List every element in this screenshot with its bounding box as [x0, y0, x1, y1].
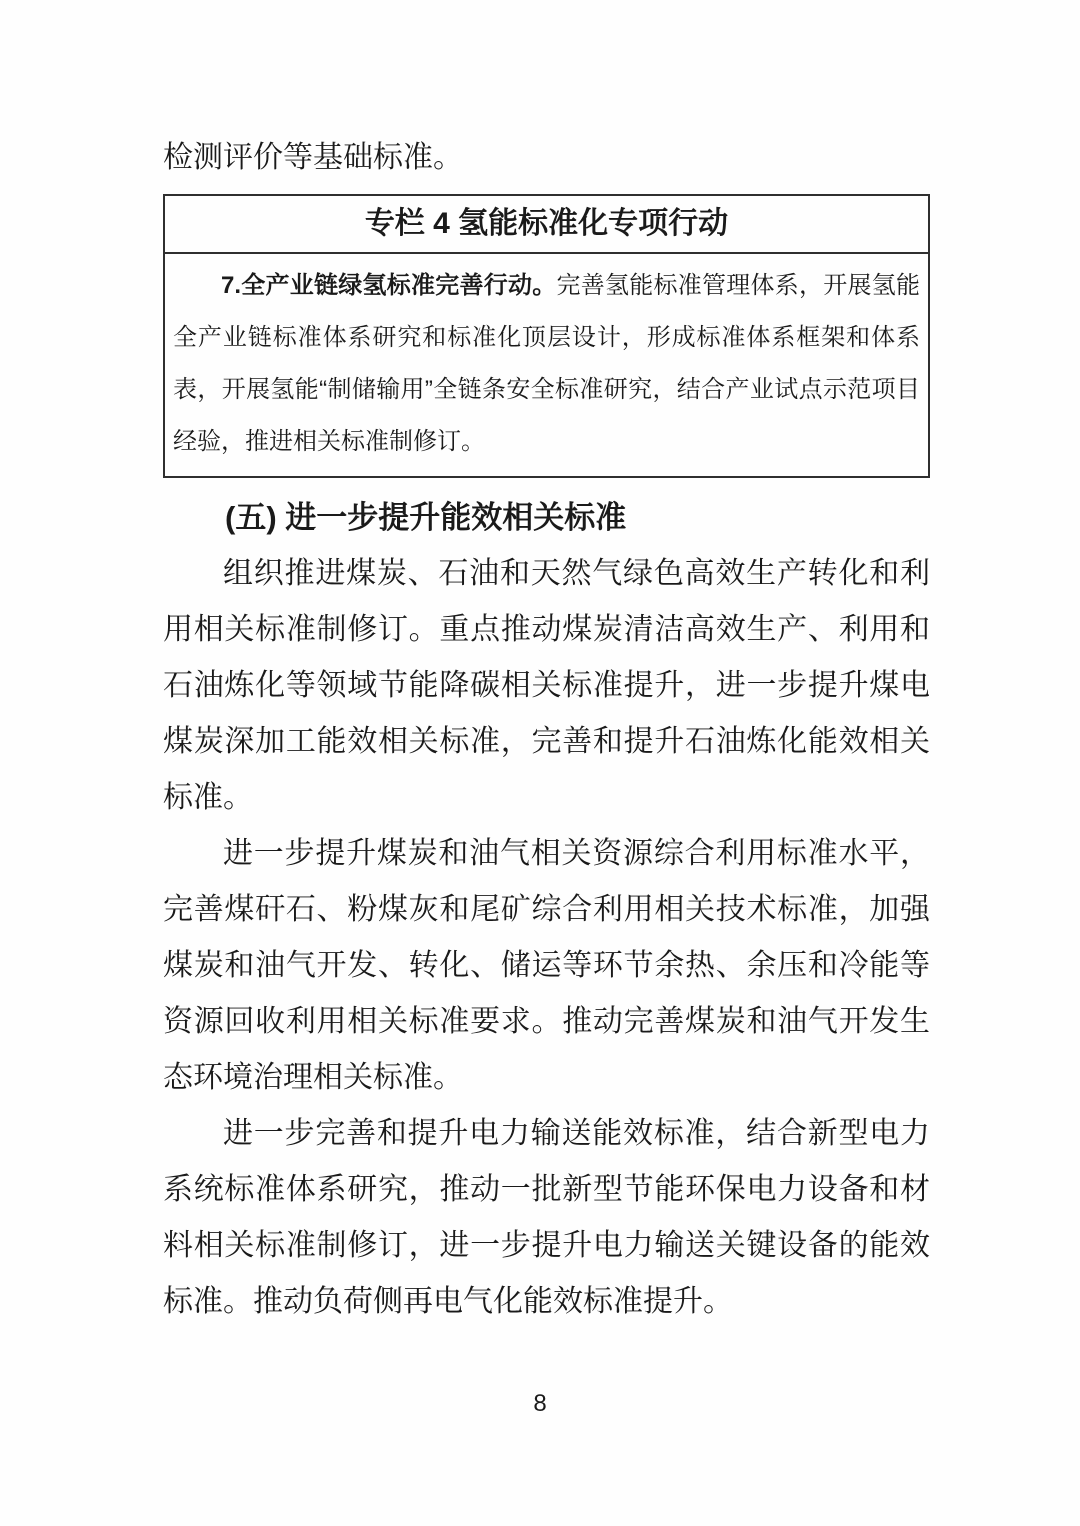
paragraph-resource-utilization: 进一步提升煤炭和油气相关资源综合利用标准水平，完善煤矸石、粉煤灰和尾矿综合利用相关技术标准，加强煤炭和油气开发、转化、储运等环节余热、余压和冷能等资源回收利用相关标准要求。推动完善煤炭和油气开发生态环境治理相关标准。 — [163, 837, 930, 1094]
paragraph-energy-efficiency: 组织推进煤炭、石油和天然气绿色高效生产转化和利用相关标准制修订。重点推动煤炭清洁高效生产、利用和石油炼化等领域节能降碳相关标准提升，进一步提升煤电煤炭深加工能效相关标准，完善和提升石油炼化能效相关标准。 — [163, 557, 930, 814]
page-content — [163, 130, 930, 1330]
leading-paragraph: 检测评价等基础标准。 — [163, 141, 463, 174]
callout-box-body — [165, 254, 928, 476]
section-heading: (五) 进一步提升能效相关标准 — [225, 500, 627, 535]
paragraph-power-transmission: 进一步完善和提升电力输送能效标准，结合新型电力系统标准体系研究，推动一批新型节能环保电力设备和材料相关标准制修订，进一步提升电力输送关键设备的能效标准。推动负荷侧再电气化能效标准提升。 — [163, 1117, 930, 1318]
page-number: 8 — [533, 1390, 547, 1417]
callout-box-title: 专栏 4 氢能标准化专项行动 — [165, 196, 928, 254]
callout-item-lead: 7.全产业链绿氢标准完善行动。 — [221, 272, 557, 299]
callout-box — [163, 194, 930, 478]
callout-item-text: 完善氢能标准管理体系，开展氢能全产业链标准体系研究和标准化顶层设计，形成标准体系框架和体系表，开展氢能“制储输用”全链条安全标准研究，结合产业试点示范项目经验，推进相关标准制修订。 — [173, 272, 921, 455]
